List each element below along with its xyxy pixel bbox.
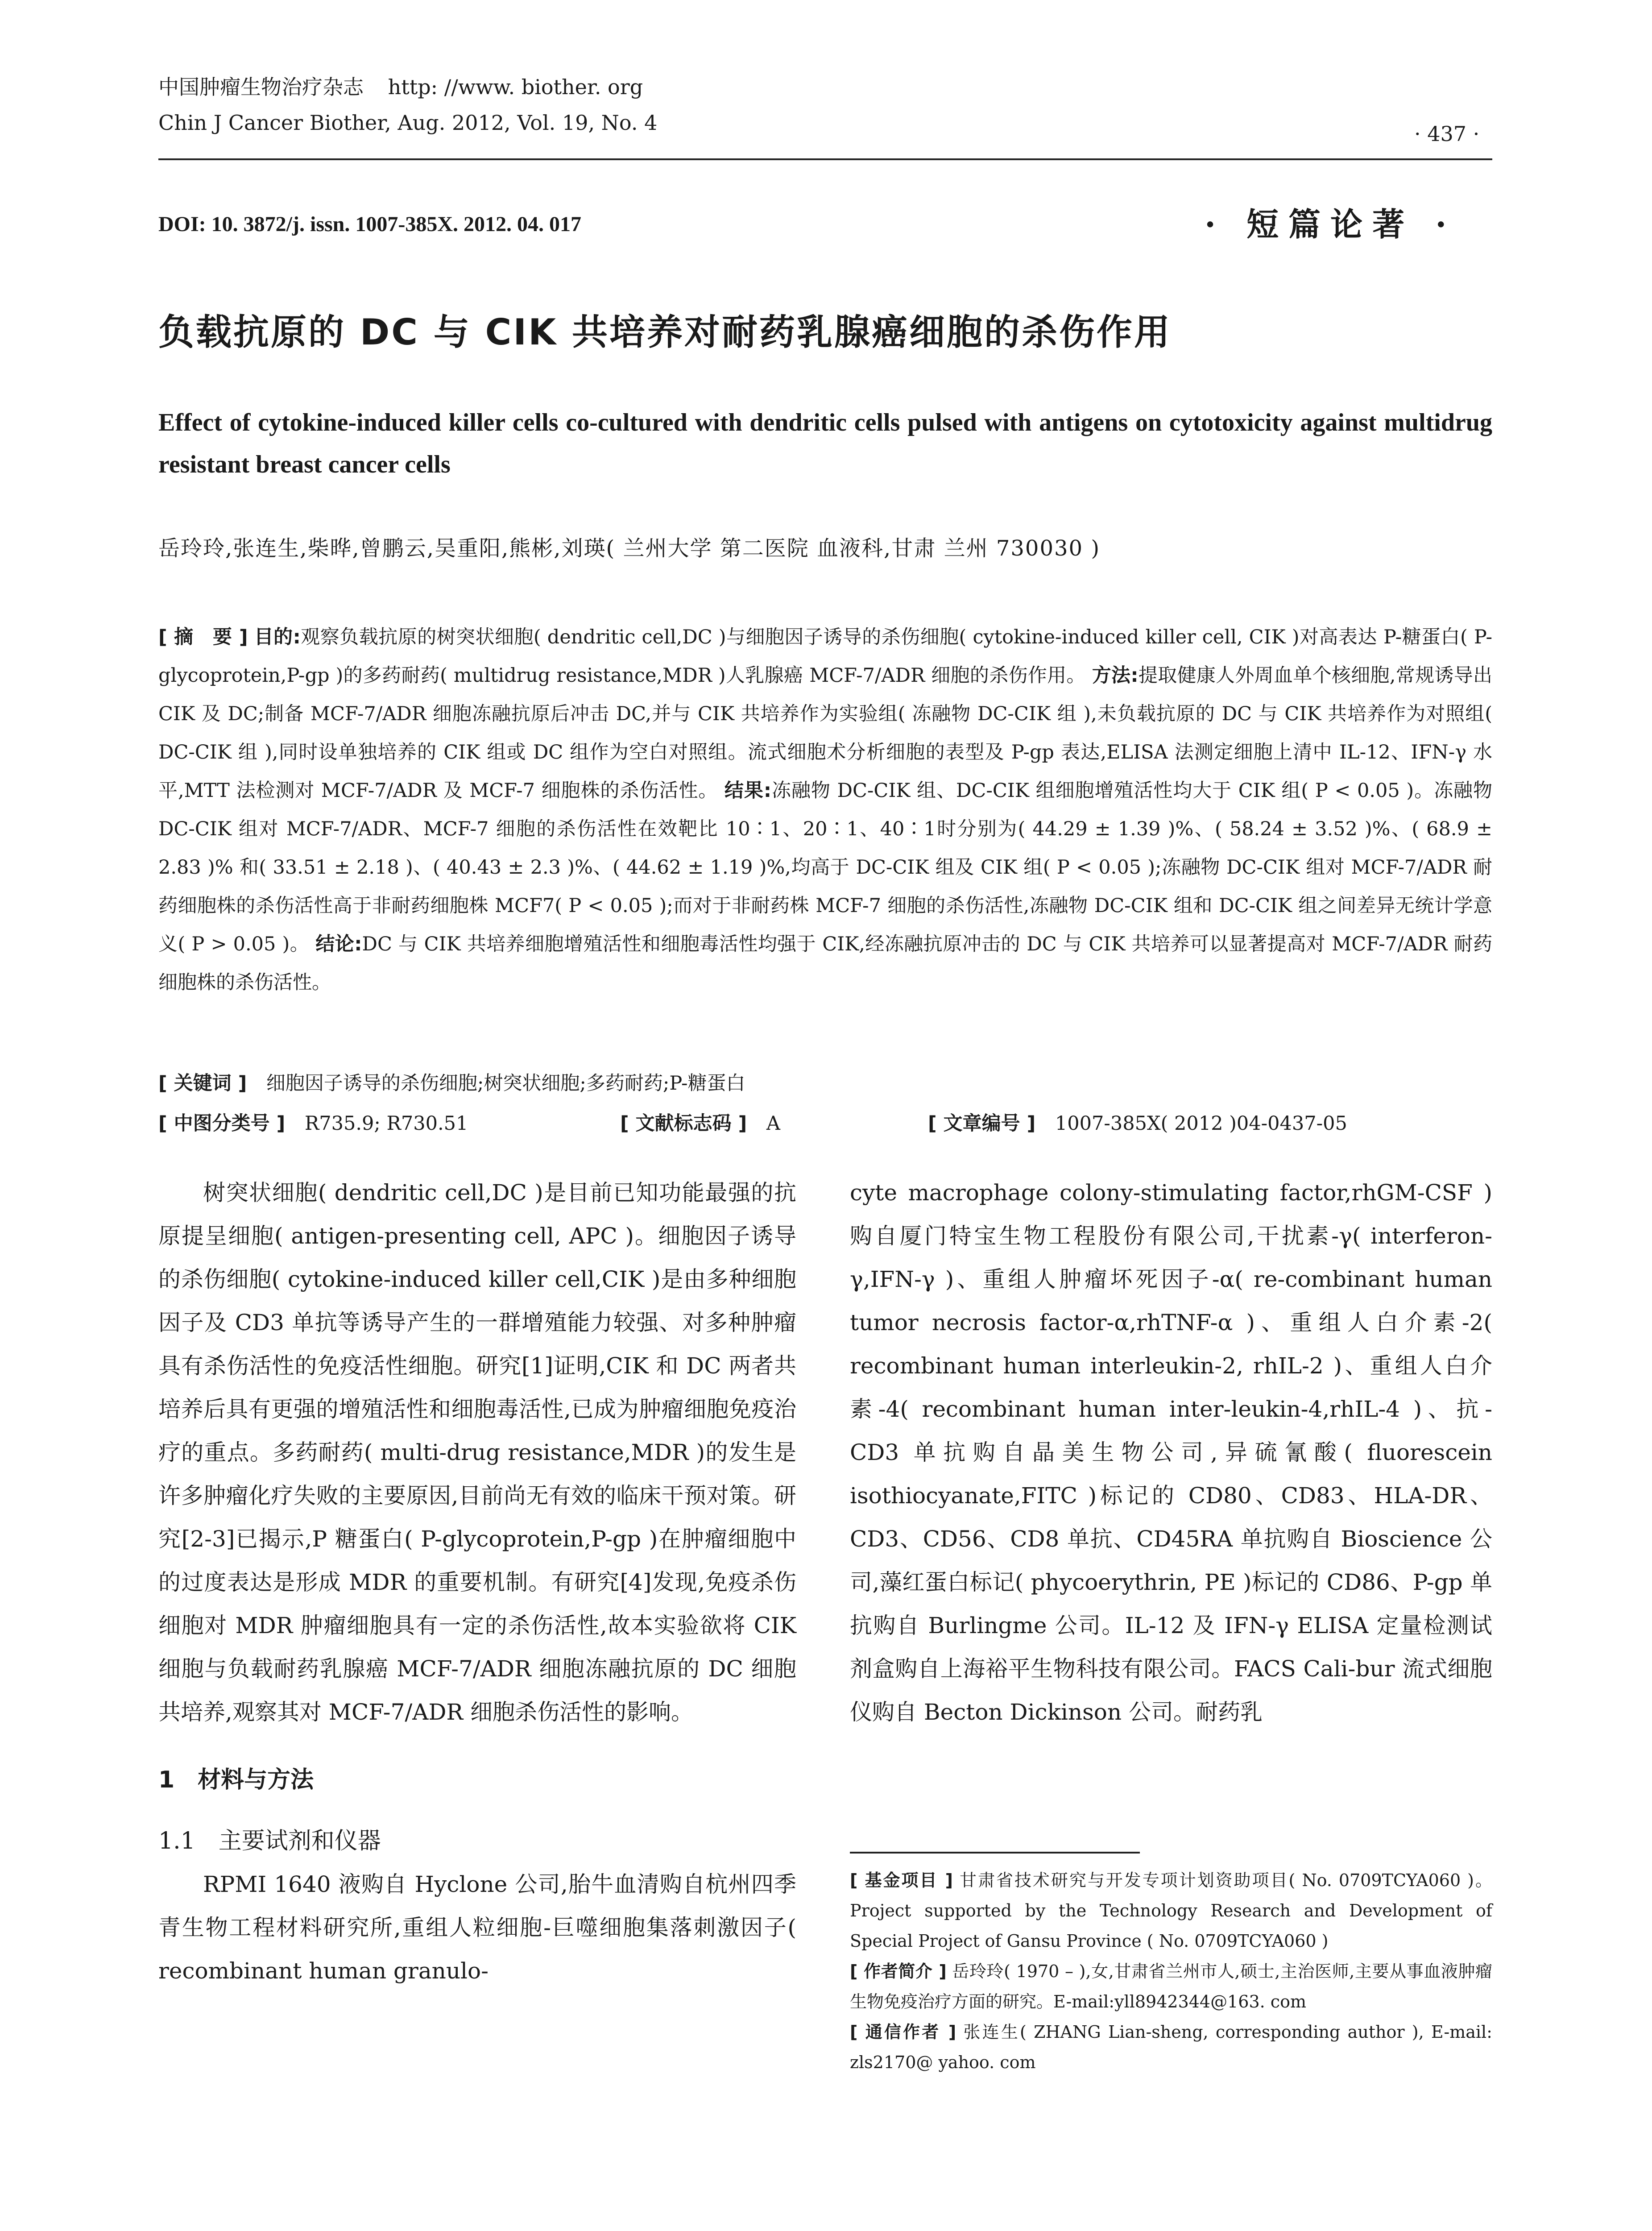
doc-value: A [766,1112,780,1135]
corresponding-text: 张连生( ZHANG Lian-sheng, corresponding author ), E-mail: zls2170@ yahoo. com [850,2022,1492,2072]
doc-code [620,1104,780,1143]
title-cn: 负载抗原的 DC 与 CIK 共培养对耐药乳腺癌细胞的杀伤作用 [158,311,1172,353]
keywords-label: [ 关键词 ] [158,1072,247,1095]
section-1-heading: 1 材料与方法 [158,1767,314,1793]
section-tag: · 短篇论著 · [1205,205,1457,243]
keywords [158,1064,1492,1103]
author-text: 岳玲玲( 1970 – ),女,甘肃省兰州市人,硕士,主治医师,主要从事血液肿瘤生物免疫治疗方面的研究。E-mail:yll8942344@163. com [850,1961,1492,2011]
abstract [158,618,1492,1002]
clc-value: R735.9; R730.51 [304,1112,468,1135]
doc-label: [ 文献标志码 ] [620,1112,747,1135]
result-label: 结果: [724,780,772,802]
article-value: 1007-385X( 2012 )04-0437-05 [1055,1112,1347,1135]
journal-title-cn [158,71,643,103]
author-label: [ 作者简介 ] [850,1961,947,1981]
right-column [850,1171,1492,1734]
journal-url[interactable]: http: //www. biother. org [388,75,643,99]
doi[interactable]: DOI: 10. 3872/j. issn. 1007-385X. 2012. 04. 017 [158,212,582,236]
journal-name-cn: 中国肿瘤生物治疗杂志 [158,75,364,99]
materials-continued: cyte macrophage colony-stimulating factor,rhGM-CSF )购自厦门特宝生物工程股份有限公司,干扰素-γ( interferon-γ,IFN-γ )、重组人肿瘤坏死因子-α( re-combinant human tumor necrosis factor-α,rhTNF-α )、重组人白介素-2( recombinant human interleukin-2, rhIL-2 )、重组人白介素-4( recombinant human inter-leukin-4,rhIL-4 )、抗-CD3 单抗购自晶美生物公司,异硫氰酸( fluorescein isothiocyanate,FITC )标记的 CD80、CD83、HLA-DR、CD3、CD56、CD8 单抗、CD45RA 单抗购自 Bioscience 公司,藻红蛋白标记( phycoerythrin, PE )标记的 CD86、P-gp 单抗购自 Burlingme 公司。IL-12 及 IFN-γ ELISA 定量检测试剂盒购自上海裕平生物科技有限公司。FACS Cali-bur 流式细胞仪购自 Becton Dickinson 公司。耐药乳 [850,1180,1492,1725]
aim-label: 目的: [254,626,301,648]
article-number [928,1104,1347,1143]
keywords-text: 细胞因子诱导的杀伤细胞;树突状细胞;多药耐药;P-糖蛋白 [266,1072,745,1095]
fund-text: 甘肃省技术研究与开发专项计划资助项目( No. 0709TCYA060 )。Project supported by the Technology Research and Development of Special Project of Gansu Province ( No. 0709TCYA060 ) [850,1870,1492,1951]
page-number: · 437 · [1414,122,1480,146]
conclusion-label: 结论: [315,933,362,955]
corresponding-note [850,2017,1492,2078]
intro-paragraph: 树突状细胞( dendritic cell,DC )是目前已知功能最强的抗原提呈细胞( antigen-presenting cell, APC )。细胞因子诱导的杀伤细胞( cytokine-induced killer cell,CIK )是由多种细胞因子及 CD3 单抗等诱导产生的一群增殖能力较强、对多种肿瘤具有杀伤活性的免疫活性细胞。研究[1]证明,CIK 和 DC 两者共培养后具有更强的增殖活性和细胞毒活性,已成为肿瘤细胞免疫治疗的重点。多药耐药( multi-drug resistance,MDR )的发生是许多肿瘤化疗失败的主要原因,目前尚无有效的临床干预对策。研究[2-3]已揭示,P 糖蛋白( P-glycoprotein,P-gp )在肿瘤细胞中的过度表达是形成 MDR 的重要机制。有研究[4]发现,免疫杀伤细胞对 MDR 肿瘤细胞具有一定的杀伤活性,故本实验欲将 CIK 细胞与负载耐药乳腺癌 MCF-7/ADR 细胞冻融抗原的 DC 细胞共培养,观察其对 MCF-7/ADR 细胞杀伤活性的影响。 [158,1180,796,1725]
materials-paragraph: RPMI 1640 液购自 Hyclone 公司,胎牛血清购自杭州四季青生物工程材料研究所,重组人粒细胞-巨噬细胞集落刺激因子( recombinant human granulo- [158,1871,796,1984]
conclusion-text: DC 与 CIK 共培养细胞增殖活性和细胞毒活性均强于 CIK,经冻融抗原冲击的 DC 与 CIK 共培养可以显著提高对 MCF-7/ADR 耐药细胞株的杀伤活性。 [158,933,1492,994]
authors: 岳玲玲,张连生,柴晔,曾鹏云,吴重阳,熊彬,刘瑛( 兰州大学 第二医院 血液科,甘肃 兰州 730030 ) [158,536,1101,561]
journal-title-en: Chin J Cancer Biother, Aug. 2012, Vol. 19, No. 4 [158,111,658,135]
result-text: 冻融物 DC-CIK 组、DC-CIK 组细胞增殖活性均大于 CIK 组( P < 0.05 )。冻融物 DC-CIK 组对 MCF-7/ADR、MCF-7 细胞的杀伤活性在效靶比 10∶1、20∶1、40∶1时分别为( 44.29 ± 1.39 )%、( 58.24 ± 3.52 )%、( 68.9 ± 2.83 )% 和( 33.51 ± 2.18 )、( 40.43 ± 2.3 )%、( 44.62 ± 1.19 )%,均高于 DC-CIK 组及 CIK 组( P < 0.05 );冻融物 DC-CIK 组对 MCF-7/ADR 耐药细胞株的杀伤活性高于非耐药细胞株 MCF7( P < 0.05 );而对于非耐药株 MCF-7 细胞的杀伤活性,冻融物 DC-CIK 组和 DC-CIK 组之间差异无统计学意义( P > 0.05 )。 [158,780,1492,955]
abstract-label: [ 摘 要 ] [158,626,248,648]
corresponding-label: [ 通信作者 ] [850,2022,956,2042]
method-label: 方法: [1092,664,1139,687]
footnotes [850,1865,1492,2078]
left-column [158,1171,796,1993]
footnote-rule [850,1852,1140,1854]
aim-text: 观察负载抗原的树突状细胞( dendritic cell,DC )与细胞因子诱导的杀伤细胞( cytokine-induced killer cell, CIK )对高表达 P-糖蛋白( P-glycoprotein,P-gp )的多药耐药( multidrug resistance,MDR )人乳腺癌 MCF-7/ADR 细胞的杀伤作用。 [158,626,1492,687]
header-rule [158,158,1492,160]
clc-label: [ 中图分类号 ] [158,1112,286,1135]
fund-label: [ 基金项目 ] [850,1870,953,1890]
section-1-1-heading: 1.1 主要试剂和仪器 [158,1828,381,1854]
title-en: Effect of cytokine-induced killer cells co-cultured with dendritic cells pulsed with antigens on cytotoxicity against multidrug resistant breast cancer cells [158,409,1492,478]
author-note [850,1956,1492,2017]
method-text: 提取健康人外周血单个核细胞,常规诱导出 CIK 及 DC;制备 MCF-7/ADR 细胞冻融抗原后冲击 DC,并与 CIK 共培养作为实验组( 冻融物 DC-CIK 组 ),未负载抗原的 DC 与 CIK 共培养作为对照组( DC-CIK 组 ),同时设单独培养的 CIK 组或 DC 组作为空白对照组。流式细胞术分析细胞的表型及 P-gp 表达,ELISA 法测定细胞上清中 IL-12、IFN-γ 水平,MTT 法检测对 MCF-7/ADR 及 MCF-7 细胞株的杀伤活性。 [158,664,1492,802]
article-label: [ 文章编号 ] [928,1112,1036,1135]
fund-note [850,1865,1492,1956]
clc-number [158,1104,468,1143]
